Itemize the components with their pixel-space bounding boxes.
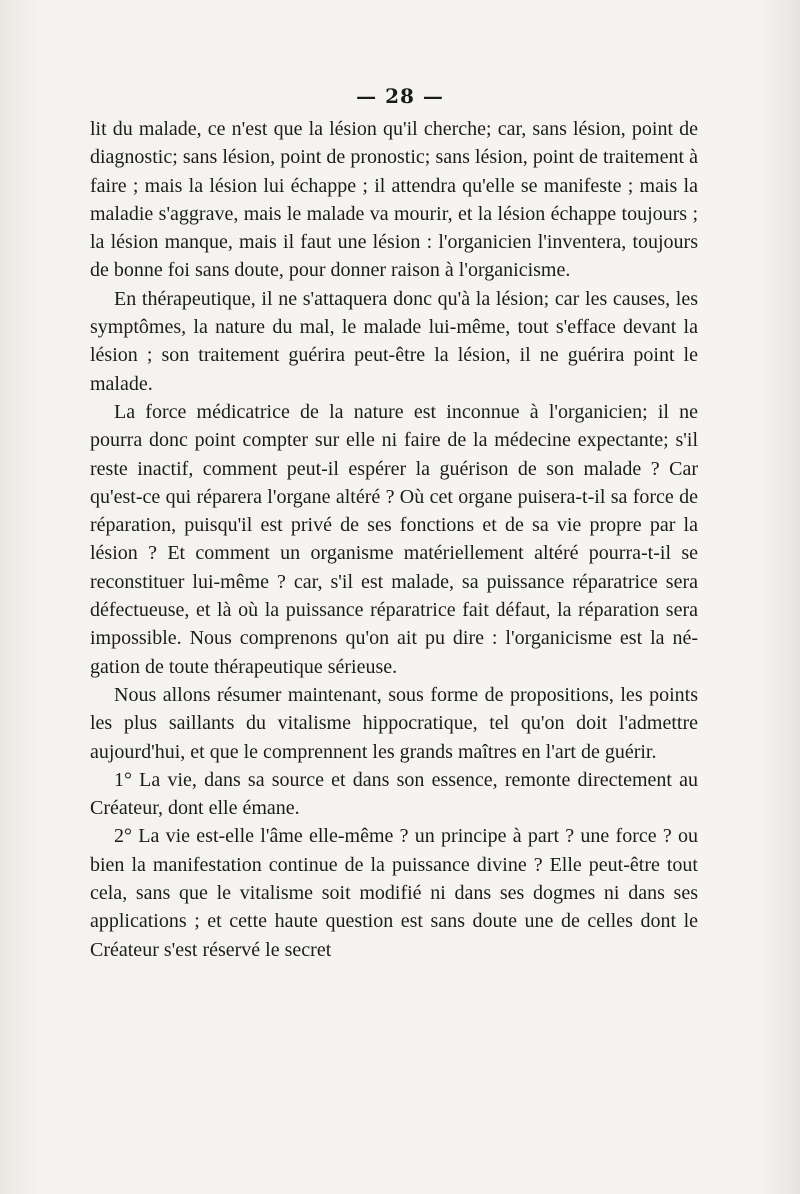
paragraph-continued: lit du malade, ce n'est que la lésion qu'il cherche; car, sans lésion, point de diagnostic; sans lésion, point de pronostic; sans lésion, point de traitement à faire ; mais la lésion lui échappe ; il attendra qu'elle se manifeste ; mais la maladie s'aggrave, mais le malade va mourir, et la lésion échappe toujours ; la lésion manque, mais il faut une lésion : l'organicien l'inventera, toujours de bonne foi sans doute, pour donner raison à l'organicisme. xyxy=(90,118,698,282)
paragraph-proposition-1: 1° La vie, dans sa source et dans son essence, remonte directement au Créateur, dont elle émane. xyxy=(90,768,698,820)
page-number: — 28 — xyxy=(356,84,444,108)
paragraph-force-medicatrice: La force médicatrice de la nature est inconnue à l'organicien; il ne pourra donc point compter sur elle ni faire de la médecine expectante; s'il reste inactif, comment peut-il espérer la guérison de son malade ? Car qu'est-ce qui réparera l'organe altéré ? Où cet organe puisera-t-il sa force de réparation, puisqu'il est privé de ses fonctions et de sa vie propre par la lésion ? Et comment un organisme matériellement altéré pourra-t-il se reconstituer lui-même ? car, s'il est malade, sa puissance réparatrice sera défectueuse, et là où la puissance réparatrice fait défaut, la réparation sera impossible. Nous comprenons qu'on ait pu dire : l'organicisme est la négation de toute thérapeutique sérieuse. xyxy=(90,400,698,678)
paragraph-therapeutique: En thérapeutique, il ne s'attaquera donc qu'à la lésion; car les causes, les symptômes, la nature du mal, le malade lui-même, tout s'efface devant la lésion ; son traitement guérira peut-être la lésion, il ne guérira point le malade. xyxy=(90,287,698,395)
body-text xyxy=(90,115,698,964)
paragraph-proposition-2: 2° La vie est-elle l'âme elle-même ? un principe à part ? une force ? ou bien la manifestation continue de la puissance divine ? Elle peut-être tout cela, sans que le vitalisme soit modifié ni dans ses dogmes ni dans ses applications ; et cette haute question est sans doute une de celles dont le Créateur s'est réservé le secret xyxy=(90,825,698,961)
paragraph-resume: Nous allons résumer maintenant, sous forme de propositions, les points les plus saillants du vitalisme hippocratique, tel qu'on doit l'admettre aujourd'hui, et que le comprennent les grands maîtres en l'art de guérir. xyxy=(90,683,698,763)
